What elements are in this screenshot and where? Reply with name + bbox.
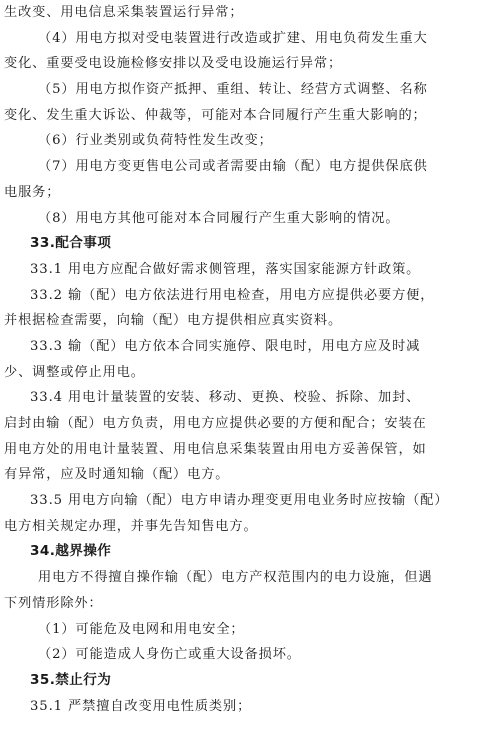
text-line: 下列情形除外： [4,595,103,611]
section-heading: 33.配合事项 [30,235,112,252]
text-line: 并根据检查需要，向输（配）电方提供相应真实资料。 [4,313,343,329]
text-line: 有异常，应及时通知输（配）电方。 [4,467,230,483]
text-line: （6）行业类别或负荷特性发生改变； [38,133,273,149]
text-line: （7）用电方变更售电公司或者需要由输（配）电方提供保底供 [38,159,428,175]
text-line: 少、调整或停止用电。 [4,364,145,380]
text-line: （8）用电方其他可能对本合同履行产生重大影响的情况。 [38,210,400,226]
section-heading: 34.越界操作 [30,543,112,560]
text-line: 33.3 输（配）电方依本合同实施停、限电时，用电方应及时减 [30,338,421,354]
text-line: 用电方不得擅自操作输（配）电方产权范围内的电力设施，但遇 [38,570,433,586]
text-line: 变化、重要受电设施检修安排以及受电设施运行异常； [4,56,343,72]
text-line: 用电方处的用电计量装置、用电信息采集装置由用电方妥善保管，如 [4,441,427,457]
text-line: 35.1 严禁擅自改变用电性质类别； [30,698,252,714]
text-line: （4）用电方拟对受电装置进行改造或扩建、用电负荷发生重大 [38,30,428,46]
text-line: 电服务； [4,184,61,200]
text-line: （5）用电方拟作资产抵押、重组、转让、经营方式调整、名称 [38,82,428,98]
section-heading: 35.禁止行为 [30,671,112,688]
text-line: 变化、发生重大诉讼、仲裁等，可能对本合同履行产生重大影响的； [4,107,427,123]
text-line: 生改变、用电信息采集装置运行异常； [4,5,244,20]
text-line: 33.1 用电方应配合做好需求侧管理，落实国家能源方针政策。 [30,261,421,277]
text-line: 电方相关规定办理，并事先告知售电方。 [4,518,258,534]
text-line: 33.4 用电计量装置的安装、移动、更换、校验、拆除、加封、 [30,390,421,406]
text-line: 33.2 输（配）电方依法进行用电检查，用电方应提供必要方便， [30,287,435,303]
text-line: （1）可能危及电网和用电安全； [38,621,245,637]
text-line: （2）可能造成人身伤亡或重大设备损坏。 [38,647,301,663]
text-line: 33.5 用电方向输（配）电方申请办理变更用电业务时应按输（配） [30,493,449,509]
text-line: 启封由输（配）电方负责，用电方应提供必要的方便和配合；安装在 [4,416,427,431]
